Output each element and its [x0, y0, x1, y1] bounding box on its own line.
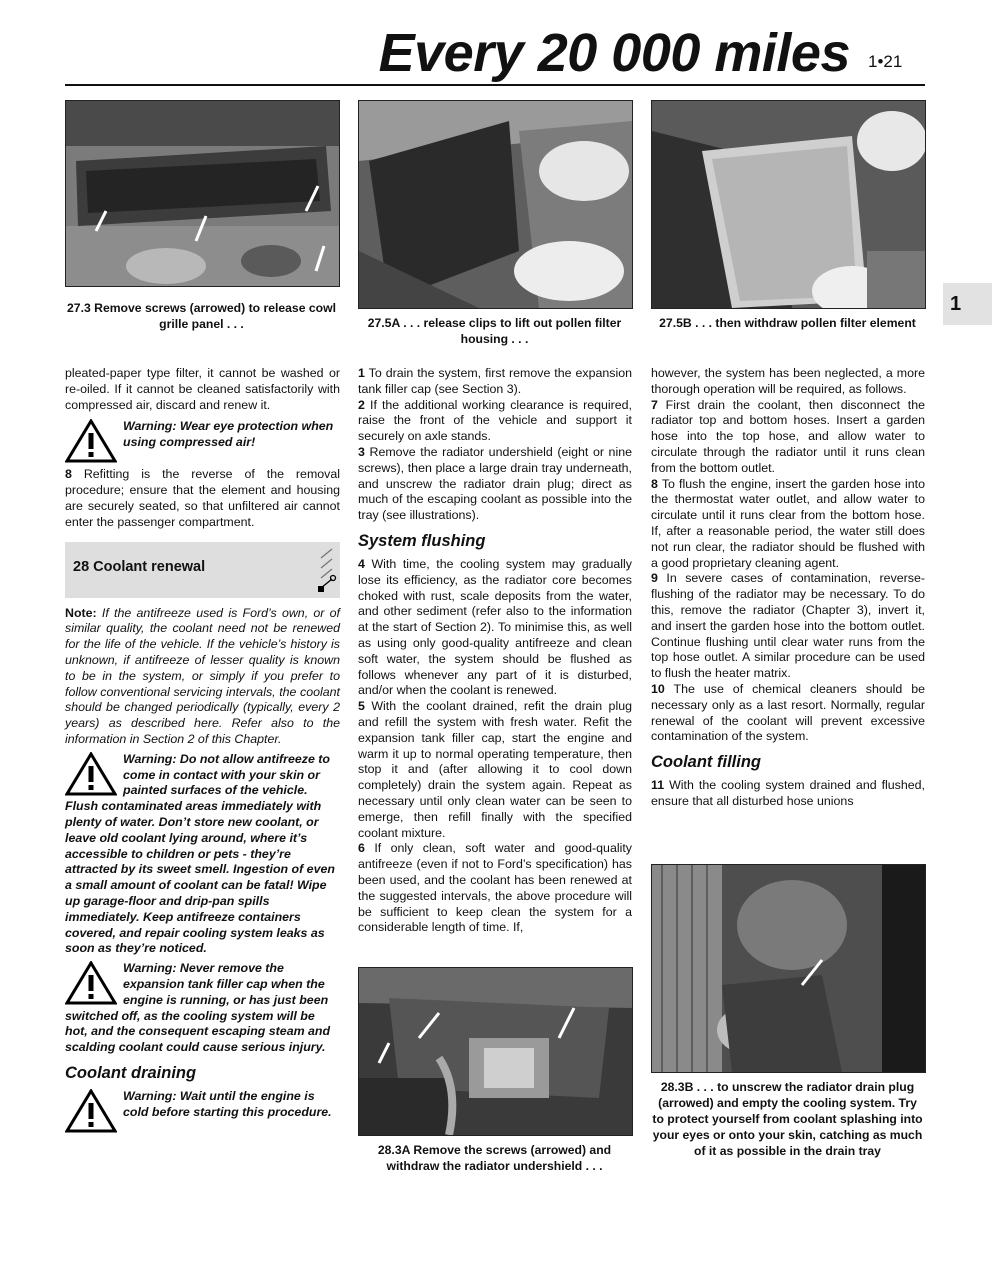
warning-filler-cap: [65, 961, 340, 1056]
paragraph-number: 9: [651, 571, 658, 586]
paragraph-number: 1: [358, 366, 365, 380]
paragraph: With the cooling system drained and flushed, ensure that all disturbed hose unions: [651, 778, 925, 808]
paragraph: To flush the engine, insert the garden hose into the thermostat water outlet, and allow water to circulate until it runs clear from the bottom hose. If, after a reasonable period, the water still does not run clear, the radiator should be flushed with a good proprietary cleaning agent.: [651, 476, 925, 570]
chapter-tab: 1: [943, 283, 992, 325]
subheading-coolant-draining: Coolant draining: [65, 1063, 197, 1082]
warning-triangle-icon: [65, 419, 119, 463]
warning-triangle-icon: [65, 961, 119, 1005]
photo-radiator-undershield: [358, 967, 633, 1136]
paragraph: pleated-paper type filter, it cannot be washed or re-oiled. If it cannot be cleaned satisfactorily with compressed air, discard and renew it.: [65, 366, 340, 412]
note-text: If the antifreeze used is Ford’s own, or of similar quality, the coolant need not be renewed for the life of the vehicle. If the vehicle’s history is unknown, if antifreeze of lesser quality is known to be in the system, or simply if you prefer to follow conventional servicing intervals, the coolant should be changed periodically (typically, every 2 years) as described here. Refer also to the information in Section 2 of this Chapter.: [65, 605, 340, 746]
warning-triangle-icon: [65, 1089, 119, 1133]
paragraph-number: 6: [358, 841, 365, 856]
paragraph: With time, the cooling system may gradually lose its efficiency, as the radiator core becomes choked with rust, scale deposits from the water, and other sediment (refer also to the information at the start of Section 2). To minimise this, as well as using only good-quality antifreeze and clean soft water, the system should be flushed as follows whenever any part of it is disturbed, and/or when the coolant is renewed.: [358, 556, 632, 698]
text-column-3: [651, 366, 925, 810]
paragraph: To drain the system, first remove the expansion tank filler cap (see Section 3).: [358, 366, 632, 396]
figure-caption-27-5b: 27.5B . . . then withdraw pollen filter element: [659, 316, 916, 330]
paragraph: With the coolant drained, refit the drain plug and refill the system with fresh water. Refit the expansion tank filler cap, start the engine and warm it up to normal operating temperature, then stop it and (after allowing it to cool down completely) drain the system again. Repeat as necessary until only clean water can be seen to emerge, then refill finally with the specified coolant mixture.: [358, 699, 632, 840]
subheading-coolant-filling: Coolant filling: [651, 753, 761, 772]
paragraph-number: 11: [651, 778, 665, 793]
photo-cowl-grille-panel: [65, 100, 340, 287]
figure-caption-27-3: 27.3 Remove screws (arrowed) to release cowl grille panel . . .: [67, 301, 336, 331]
paragraph-number: 3: [358, 444, 365, 459]
header-rule: [65, 84, 925, 86]
paragraph: Refitting is the reverse of the removal procedure; ensure that the element and housing are securely seated, so that unfiltered air cannot enter the passenger compartment.: [65, 467, 340, 529]
warning-triangle-icon: [65, 752, 119, 796]
figure-caption-28-3b: 28.3B . . . to unscrew the radiator drain plug (arrowed) and empty the cooling system. Try to protect yourself from coolant splashing into your eyes or onto your skin, catching as much of it as possible in the drain tray: [652, 1080, 923, 1158]
text-column-1: [65, 366, 340, 1133]
paragraph-number: 4: [358, 556, 365, 571]
text-column-2: [358, 366, 632, 936]
paragraph-number: 8: [651, 476, 658, 491]
paragraph: however, the system has been neglected, a more thorough operation will be required, as follows.: [651, 366, 925, 396]
photo-radiator-drain-plug: [651, 864, 926, 1073]
paragraph-number: 7: [651, 397, 658, 412]
paragraph-number: 5: [358, 699, 365, 714]
page-title: Every 20 000 miles: [378, 23, 850, 83]
warning-antifreeze: [65, 752, 340, 957]
section-heading-box: [65, 542, 340, 598]
paragraph: Remove the radiator undershield (eight or nine screws), then place a large drain tray underneath, and unscrew the radiator drain plug; direct as much of the escaping coolant as possible into the tray (see illustrations).: [358, 444, 632, 523]
subheading-system-flushing: System flushing: [358, 531, 486, 550]
paragraph-number: 8: [65, 467, 72, 482]
warning-text: Warning: Wear eye protection when using compressed air!: [123, 419, 334, 450]
warning-eye-protection: [65, 419, 340, 463]
warning-engine-cold: [65, 1089, 340, 1121]
photo-pollen-filter-housing: [358, 100, 633, 309]
paragraph: First drain the coolant, then disconnect the radiator top and bottom hoses. Insert a garden hose into the top hose, and allow water to circulate through the radiator until it runs clean from the bottom outlet.: [651, 397, 925, 475]
figure-caption-27-5a: 27.5A . . . release clips to lift out pollen filter housing . . .: [367, 316, 622, 346]
photo-pollen-filter-element: [651, 100, 926, 309]
warning-text: Warning: Never remove the expansion tank filler cap when the engine is running, or has just been switched off, as the cooling system will be hot, and the consequent escaping steam and scalding coolant could cause serious injury.: [65, 961, 331, 1055]
note-label: Note:: [65, 605, 97, 620]
paragraph: If only clean, soft water and good-quality antifreeze (even if not to Ford’s specification) has been used, and the coolant has been renewed at the suggested intervals, the above procedure will be sufficient to keep clean the system for a considerable length of time. If,: [358, 841, 632, 935]
section-title: 28 Coolant renewal: [73, 558, 206, 575]
paragraph-number: 2: [358, 397, 365, 412]
paragraph: If the additional working clearance is required, raise the front of the vehicle and support it securely on axle stands.: [358, 397, 632, 444]
paragraph: In severe cases of contamination, reverse-flushing of the radiator may be necessary. To do this, remove the radiator (Chapter 3), invert it, and insert the garden hose into the bottom outlet. Continue flushing until clear water runs from the top hose outlet. A similar procedure can be used to flush the heater matrix.: [651, 571, 926, 681]
paragraph: The use of chemical cleaners should be necessary only as a last resort. Normally, regular renewal of the coolant will prevent excessive contamination of the system.: [651, 681, 926, 744]
figure-caption-28-3a: 28.3A Remove the screws (arrowed) and withdraw the radiator undershield . . .: [377, 1143, 612, 1173]
page-number: 1•21: [868, 52, 903, 71]
paragraph-number: 10: [651, 681, 665, 696]
spanner-difficulty-icon: [317, 546, 337, 596]
warning-text: Warning: Do not allow antifreeze to come in contact with your skin or painted surfaces of the vehicle. Flush contaminated areas immediately with plenty of water. Don’t store new coolant, or leave old coolant lying around, where it’s accessible to children or pets - they’re attracted by its sweet smell. Ingestion of even a small amount of coolant can be fatal! Wipe up garage-floor and drip-pan spills immediately. Keep antifreeze containers covered, and repair cooling system leaks as soon as they’re noticed.: [65, 751, 335, 956]
warning-text: Warning: Wait until the engine is cold before starting this procedure.: [123, 1088, 332, 1119]
